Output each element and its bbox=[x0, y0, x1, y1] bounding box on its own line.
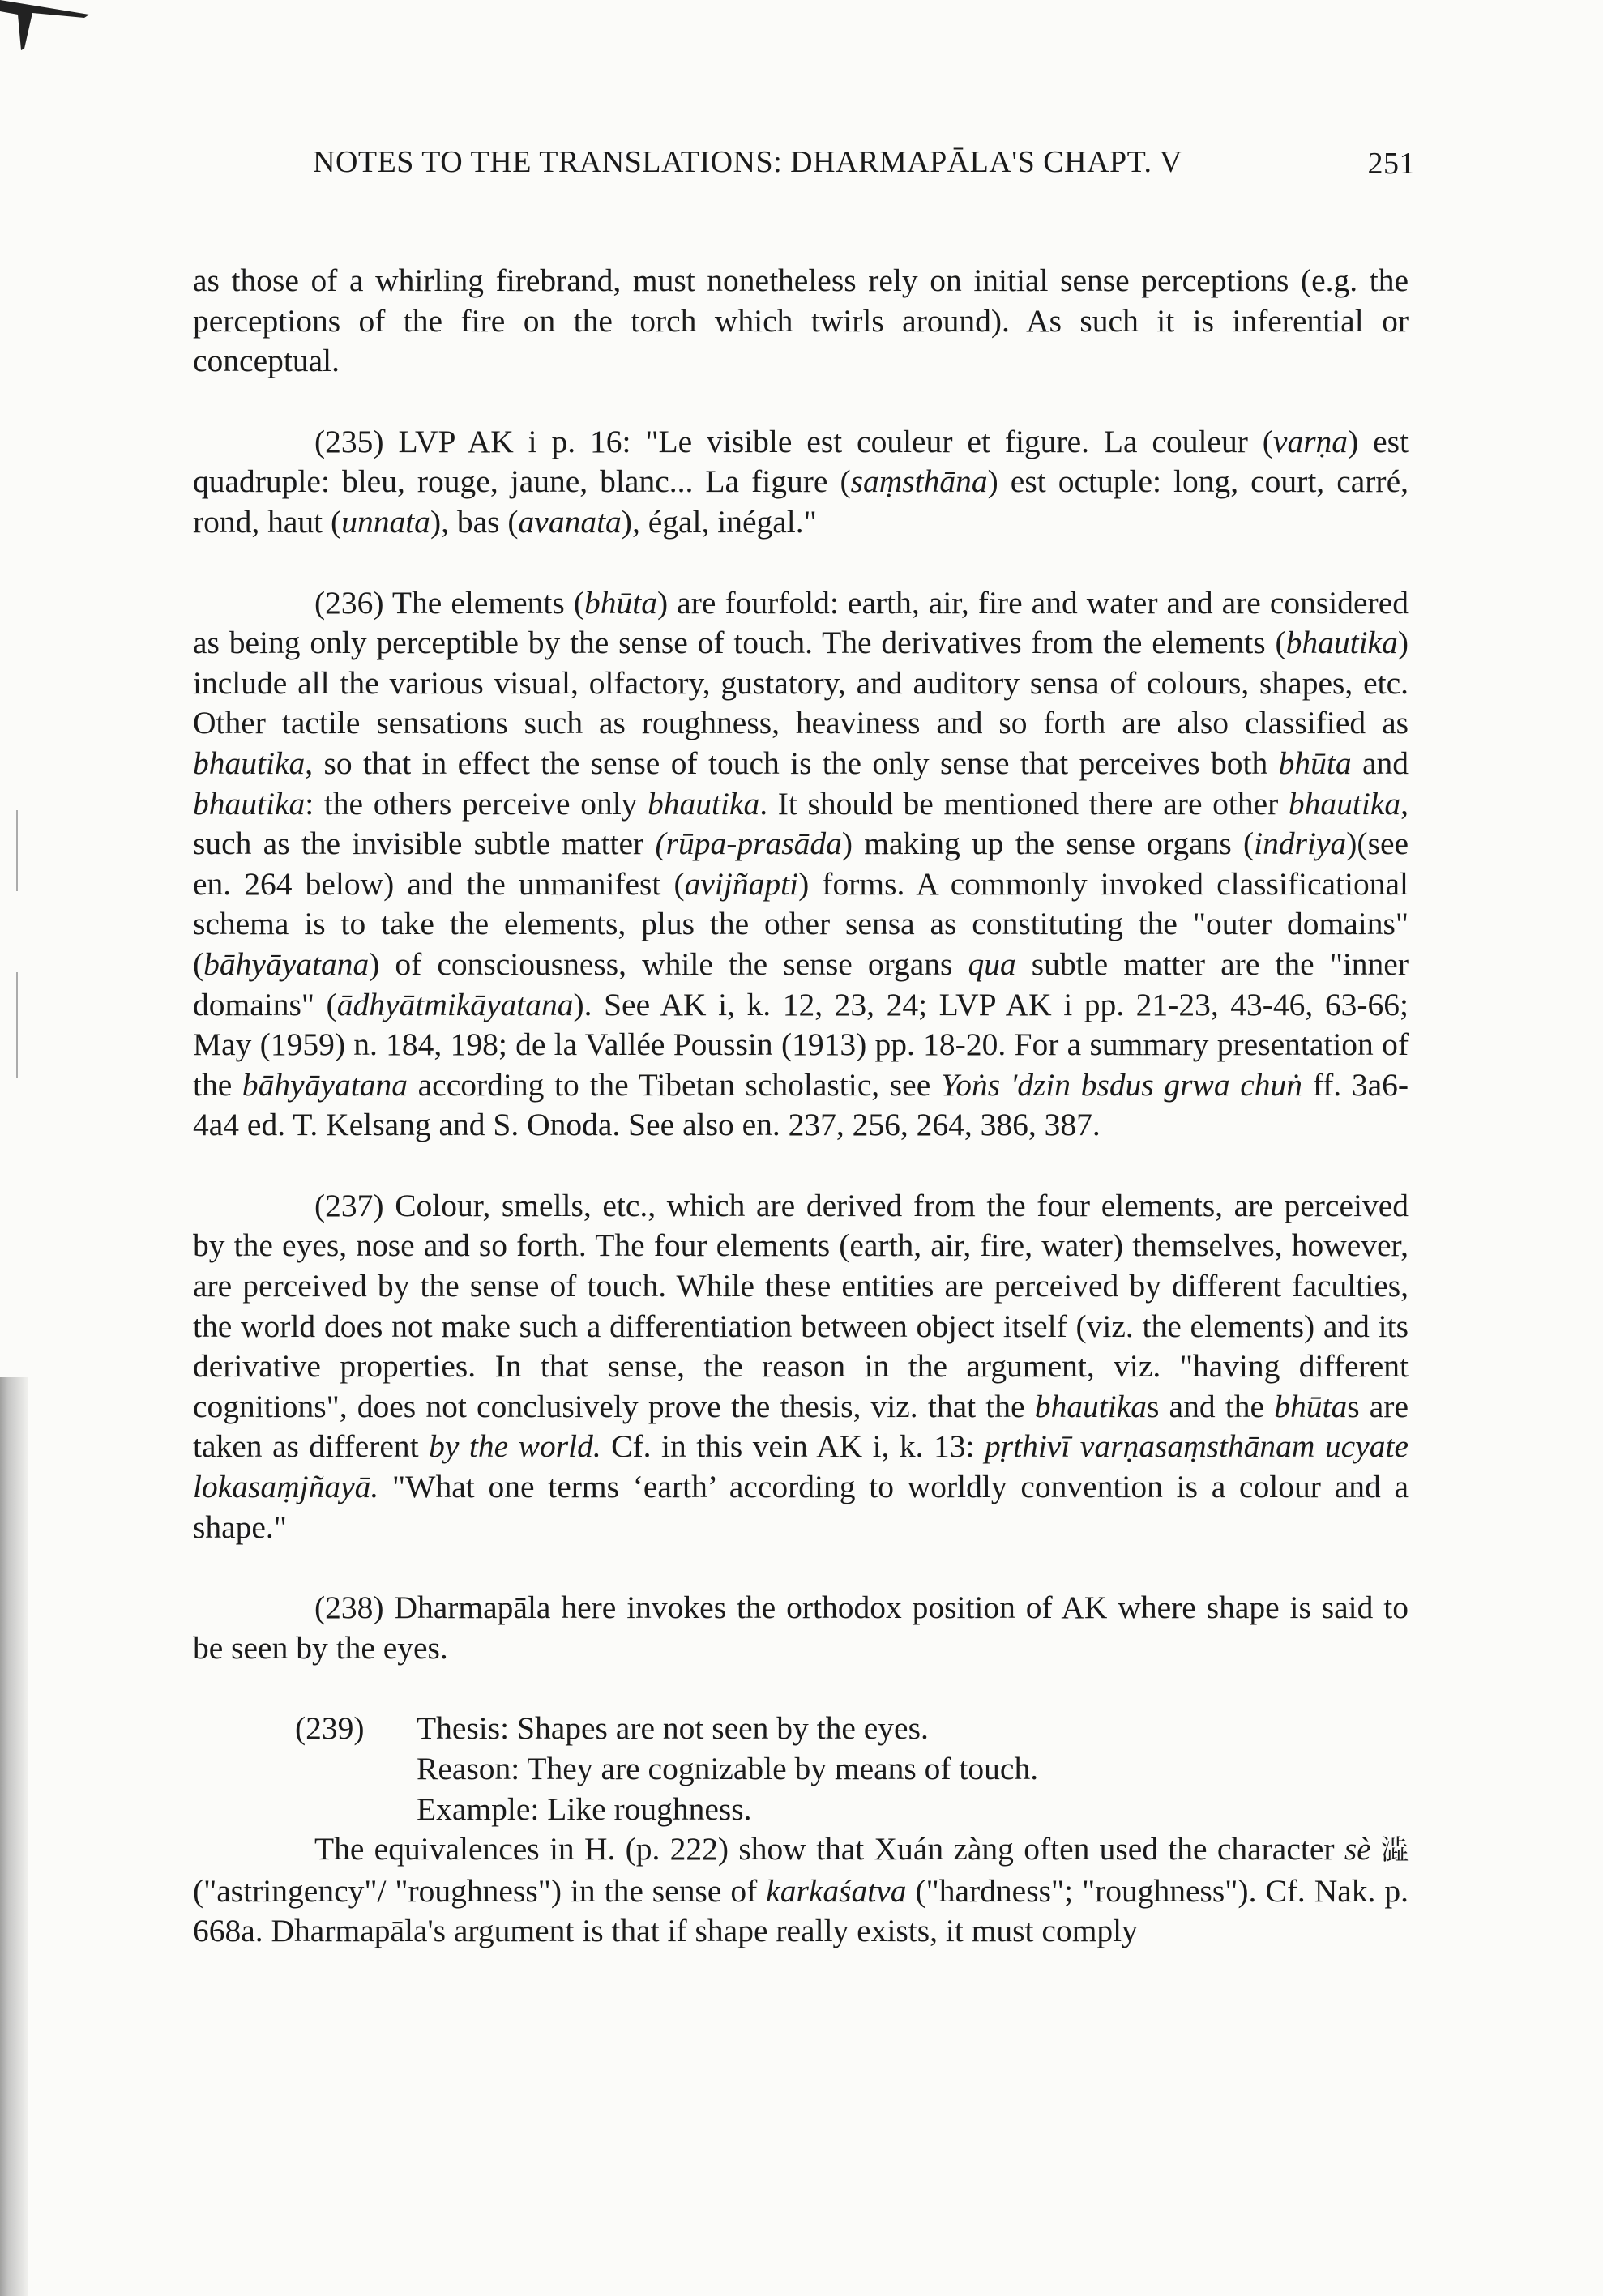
chinese-character: 澁 bbox=[1381, 1834, 1409, 1867]
syllogism-reason: Reason: They are cognizable by means of touch. bbox=[417, 1751, 1039, 1786]
note-number: (236) bbox=[314, 584, 384, 621]
endnote-235: (235) LVP AK i p. 16: "Le visible est couleur et figure. La couleur (varṇa) est quadruple: bleu, rouge, jaune, blanc... La figure (saṃsthāna) est octuple: long, court, carré, rond, haut (unnata), bas (avanata), égal, inégal." bbox=[193, 423, 1409, 540]
endnote-236: (236) The elements (bhūta) are fourfold: earth, air, fire and water and are considered as being only perceptible by the sense of touch. The derivatives from the elements (bhautika) include all the various visual, olfactory, gustatory, and auditory sensa of colours, shapes, etc. Other tactile sensations such as roughness, heaviness and so forth are also classified as bhautika, so that in effect the sense of touch is the only sense that perceives both bhūta and bhautika: the others perceive only bhautika. It should be mentioned there are other bhautika, such as the invisible subtle matter (rūpa-prasāda) making up the sense organs (indriya)(see en. 264 below) and the unmanifest (avijñapti) forms. A commonly invoked classificational schema is to take the elements, plus the other sensa as constituting the "outer domains" (bāhyāyatana) of consciousness, while the sense organs qua subtle matter are the "inner domains" (ādhyātmikāyatana). See AK i, k. 12, 23, 24; LVP AK i pp. 21-23, 43-46, 63-66; May (1959) n. 184, 198; de la Vallée Poussin (1913) pp. 18-20. For a summary presentation of the bāhyāyatana according to the Tibetan scholastic, see Yoṅs 'dzin bsdus grwa chuṅ ff. 3a6-4a4 ed. T. Kelsang and S. Onoda. See also en. 237, 256, 264, 386, 387. bbox=[193, 584, 1409, 1143]
endnote-237: (237) Colour, smells, etc., which are derived from the four elements, are perceived by the eyes, nose and so forth. The four elements (earth, air, fire, water) themselves, however, are perceived by the sense of touch. While these entities are perceived by different faculties, the world does not make such a differentiation between object itself (viz. the elements) and its derivative properties. In that sense, the reason in the argument, viz. "having different cognitions", does not conclusively prove the thesis, viz. that the bhautikas and the bhūtas are taken as different by the world. Cf. in this vein AK i, k. 13: pṛthivī varṇasaṃsthānam ucyate lokasaṃjñayā. "What one terms ‘earth’ according to worldly convention is a colour and a shape." bbox=[193, 1187, 1409, 1545]
header-title: NOTES TO THE TRANSLATIONS: DHARMAPĀLA'S CHAPT. V bbox=[313, 145, 1182, 179]
scan-binding-shadow bbox=[0, 1377, 28, 2296]
margin-mark bbox=[16, 972, 18, 1078]
endnote-239-syllogism bbox=[295, 1709, 1409, 1829]
note-number: (239) bbox=[295, 1710, 365, 1747]
note-number: (237) bbox=[314, 1187, 384, 1223]
endnote-238: (238) Dharmapāla here invokes the orthodox position of AK where shape is said to be seen by the eyes. bbox=[193, 1590, 1409, 1666]
note-number: (238) bbox=[314, 1590, 384, 1626]
margin-mark bbox=[16, 810, 18, 891]
endnote-239-text: The equivalences in H. (p. 222) show that Xuán zàng often used the character sè 澁 ("astringency"/ "roughness") in the sense of karkaśatva ("hardness"; "roughness"). Cf. Nak. p. 668a. Dharmapāla's argument is that if shape really exists, it must comply bbox=[193, 1831, 1409, 1949]
continued-paragraph: as those of a whirling firebrand, must nonetheless rely on initial sense perceptions (e.g. the perceptions of the fire on the torch which twirls around). As such it is inferential or conceptual. bbox=[193, 262, 1409, 379]
scan-artifact-corner bbox=[0, 0, 97, 65]
syllogism-example: Example: Like roughness. bbox=[417, 1790, 752, 1827]
page-number: 251 bbox=[1367, 147, 1415, 181]
note-number: (235) bbox=[314, 423, 384, 459]
syllogism-thesis: Thesis: Shapes are not seen by the eyes. bbox=[417, 1710, 929, 1747]
page-body bbox=[193, 261, 1409, 1952]
